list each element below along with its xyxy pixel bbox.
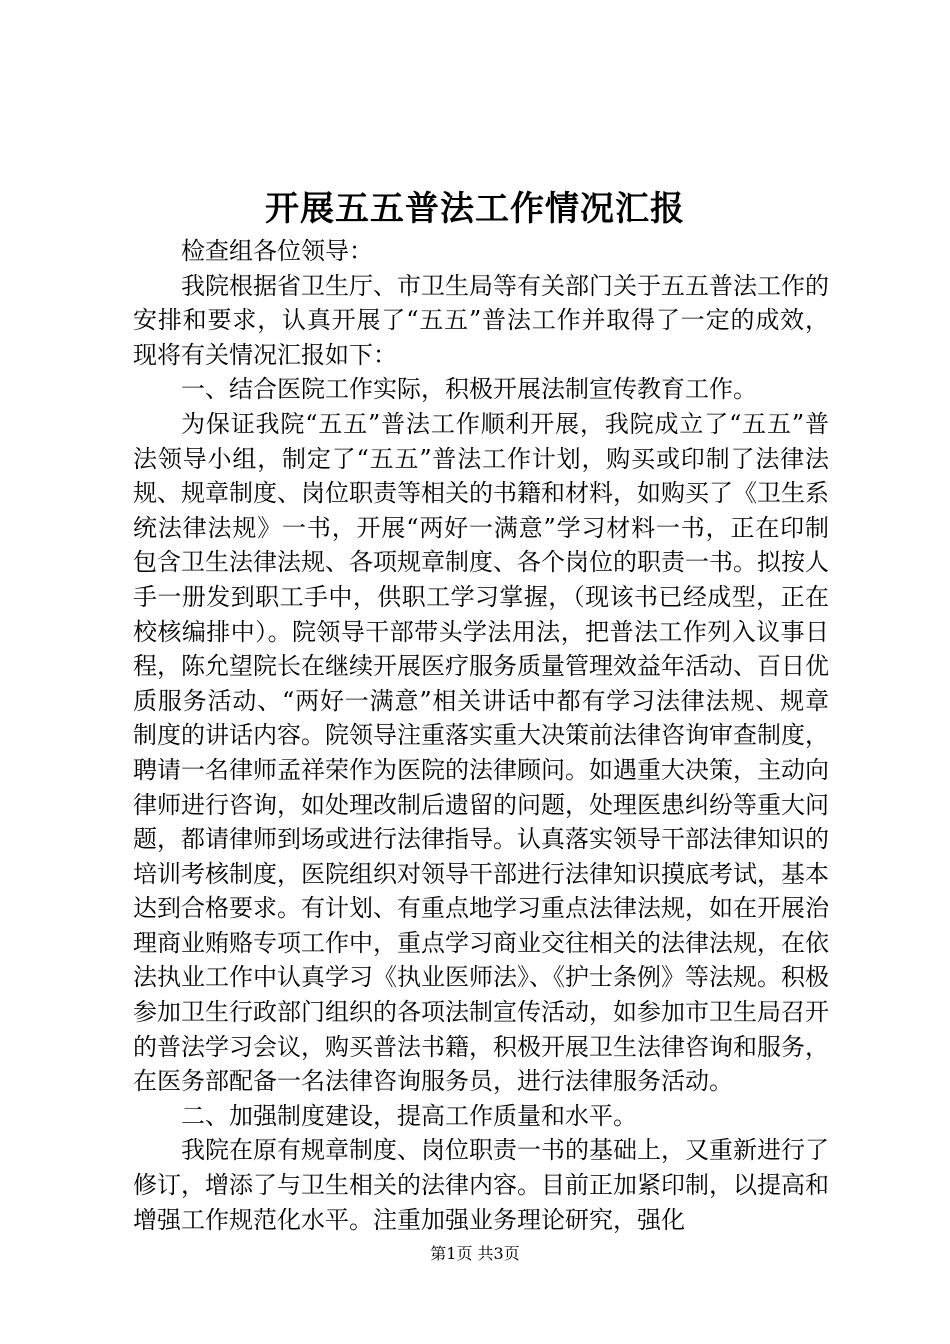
- document-body: [133, 234, 829, 1237]
- intro-paragraph: 我院根据省卫生厅、市卫生局等有关部门关于五五普法工作的安排和要求，认真开展了“五五”普法工作并取得了一定的成效，现将有关情况汇报如下：: [133, 271, 829, 369]
- section-heading-2: 二、加强制度建设，提高工作质量和水平。: [181, 1101, 637, 1130]
- section-heading-1: 一、结合医院工作实际，积极开展法制宣传教育工作。: [181, 375, 757, 404]
- section-2-body-paragraph: 我院在原有规章制度、岗位职责一书的基础上，又重新进行了修订，增添了与卫生相关的法律内容。目前正加紧印制，以提高和增强工作规范化水平。注重加强业务理论研究，强化: [133, 1136, 829, 1234]
- section-1-body-paragraph: 为保证我院“五五”普法工作顺利开展，我院成立了“五五”普法领导小组，制定了“五五”普法工作计划，购买或印制了法律法规、规章制度、岗位职责等相关的书籍和材料，如购买了《卫生系统法律法规》一书，开展“两好一满意”学习材料一书，正在印制包含卫生法律法规、各项规章制度、各个岗位的职责一书。拟按人手一册发到职工手中，供职工学习掌握，（现该书已经成型，正在校核编排中）。院领导干部带头学法用法，把普法工作列入议事日程，陈允望院长在继续开展医疗服务质量管理效益年活动、百日优质服务活动、“两好一满意”相关讲话中都有学习法律法规、规章制度的讲话内容。院领导注重落实重大决策前法律咨询审查制度，聘请一名律师孟祥荣作为医院的法律顾问。如遇重大决策，主动向律师进行咨询，如处理改制后遗留的问题，处理医患纠纷等重大问题，都请律师到场或进行法律指导。认真落实领导干部法律知识的培训考核制度，医院组织对领导干部进行法律知识摸底考试，基本达到合格要求。有计划、有重点地学习重点法律法规，如在开展治理商业贿赂专项工作中，重点学习商业交往相关的法律法规，在依法执业工作中认真学习《执业医师法》、《护士条例》等法规。积极参加卫生行政部门组织的各项法制宣传活动，如参加市卫生局召开的普法学习会议，购买普法书籍，积极开展卫生法律咨询和服务，在医务部配备一名法律咨询服务员，进行法律服务活动。: [133, 409, 829, 1096]
- page-number-footer: 第1页 共3页: [430, 1244, 520, 1263]
- document-title: 开展五五普法工作情况汇报: [265, 189, 685, 229]
- salutation-paragraph: 检查组各位领导：: [181, 237, 373, 265]
